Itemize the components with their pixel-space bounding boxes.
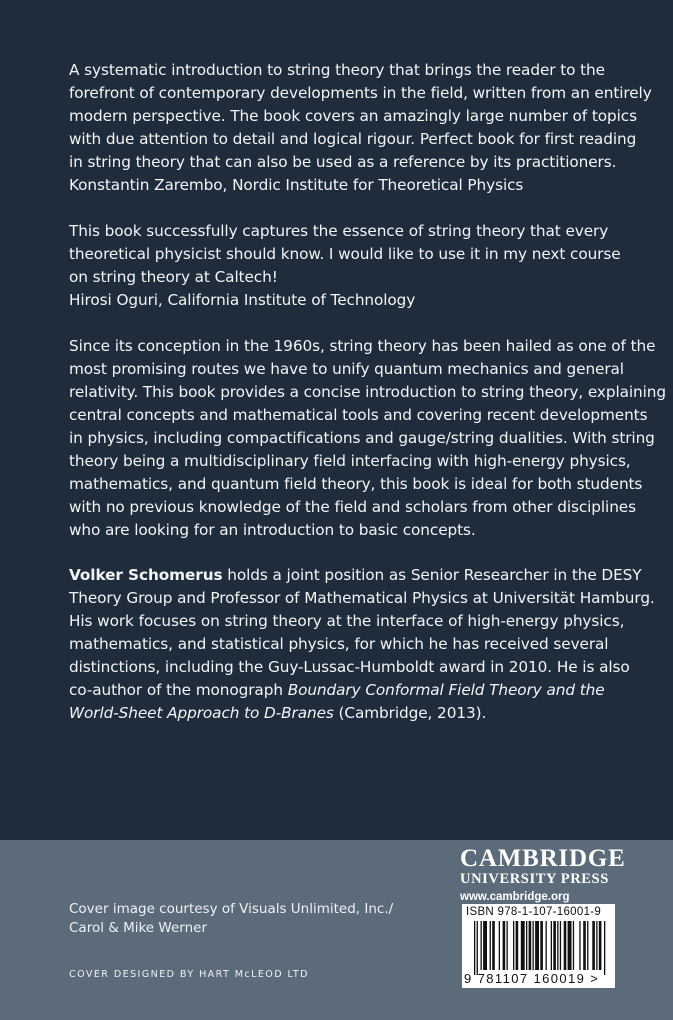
bio-line: mathematics, and statistical physics, for which he has received several: [69, 635, 609, 653]
barcode-bar: [490, 921, 491, 970]
barcode-bar: [573, 921, 574, 970]
bio-text: (Cambridge, 2013).: [333, 704, 487, 722]
barcode-bar: [546, 921, 547, 970]
barcode-bar: [529, 921, 532, 970]
bio-line: [69, 564, 642, 587]
barcode-bar: [564, 921, 567, 970]
publisher-subname: UNIVERSITY PRESS: [460, 871, 609, 887]
review-line: theoretical physicist should know. I would like to use it in my next course: [69, 245, 621, 263]
barcode-bar: [474, 921, 475, 975]
description-line: theory being a multidisciplinary field interfacing with high-energy physics,: [69, 452, 631, 470]
publisher-website: www.cambridge.org: [460, 891, 570, 903]
description-line: with no previous knowledge of the field and scholars from other disciplines: [69, 498, 636, 516]
barcode-bar: [521, 921, 525, 970]
monograph-title: Boundary Conformal Field Theory and the: [287, 681, 605, 699]
bio-line: His work focuses on string theory at the interface of high-energy physics,: [69, 612, 625, 630]
description-line: central concepts and mathematical tools and covering recent developments: [69, 406, 648, 424]
credit-line: Carol & Mike Werner: [69, 920, 207, 936]
description-line: in physics, including compactifications and gauge/string dualities. With string: [69, 429, 655, 447]
monograph-title: World-Sheet Approach to D-Branes: [69, 704, 334, 722]
review-attribution: Hirosi Oguri, California Institute of Technology: [69, 291, 416, 309]
barcode-bar: [483, 921, 487, 970]
credit-line: Cover image courtesy of Visuals Unlimited, Inc./: [69, 901, 394, 917]
review-line: with due attention to detail and logical rigour. Perfect book for first reading: [69, 130, 637, 148]
barcode-bar: [477, 921, 478, 975]
review-line: on string theory at Caltech!: [69, 268, 278, 286]
description-line: Since its conception in the 1960s, string theory has been hailed as one of the: [69, 337, 656, 355]
description-line: who are looking for an introduction to basic concepts.: [69, 521, 476, 539]
review-line: modern perspective. The book covers an amazingly large number of topics: [69, 107, 637, 125]
description-line: most promising routes we have to unify quantum mechanics and general: [69, 360, 624, 378]
book-description: [69, 335, 666, 542]
barcode-digits: 9 781107 160019 >: [464, 971, 600, 986]
review-line: forefront of contemporary developments in the field, written from an entirely: [69, 84, 652, 102]
review-line: This book successfully captures the essence of string theory that every: [69, 222, 609, 240]
publisher-logo: [460, 845, 626, 905]
barcode-bar: [557, 921, 558, 970]
description-line: mathematics, and quantum field theory, this book is ideal for both students: [69, 475, 643, 493]
isbn-barcode: [462, 904, 615, 988]
bio-line: distinctions, including the Guy-Lussac-Humboldt award in 2010. He is also: [69, 658, 630, 676]
barcode-bar: [551, 921, 552, 970]
bio-line: [69, 702, 589, 725]
cover-image-credit: [69, 900, 393, 938]
bio-line: Theory Group and Professor of Mathematical Physics at Universität Hamburg.: [69, 589, 655, 607]
review-attribution: Konstantin Zarembo, Nordic Institute for Theoretical Physics: [69, 176, 524, 194]
barcode-bar: [568, 921, 572, 970]
barcode-bar: [587, 921, 588, 970]
description-line: relativity. This book provides a concise introduction to string theory, explaining: [69, 383, 666, 401]
review-line: in string theory that can also be used as a reference by its practitioners.: [69, 153, 617, 171]
barcode-bar: [553, 921, 556, 970]
barcode-bar: [492, 921, 495, 970]
review-zarembo: [69, 59, 652, 197]
barcode-bar: [560, 921, 561, 970]
barcode-bar: [526, 921, 527, 970]
barcode-bar: [579, 921, 580, 970]
bio-line: [69, 679, 605, 702]
publisher-name: CAMBRIDGE: [460, 845, 626, 872]
barcode-bar: [516, 921, 519, 970]
barcode-bar: [596, 921, 597, 970]
barcode-bar: [533, 921, 534, 970]
cover-designer-credit: COVER DESIGNED BY HART McLEOD LTD: [69, 969, 309, 980]
barcode-bar: [513, 921, 514, 970]
barcode-bar: [599, 921, 602, 970]
barcode-bar: [583, 921, 586, 970]
review-line: A systematic introduction to string theory that brings the reader to the: [69, 61, 605, 79]
barcode-bar: [499, 921, 500, 970]
isbn-label: ISBN 978-1-107-16001-9: [466, 906, 602, 918]
barcode-bar: [540, 921, 543, 970]
barcode-bar: [481, 921, 482, 970]
barcode-bar: [507, 921, 508, 970]
author-name: Volker Schomerus: [69, 566, 223, 584]
barcode-bar: [604, 921, 605, 975]
author-bio: [69, 564, 655, 725]
barcode-bar: [535, 921, 539, 970]
review-oguri: [69, 220, 629, 312]
bio-text: holds a joint position as Senior Researcher in the DESY: [222, 566, 642, 584]
bio-text: co-author of the monograph: [69, 681, 288, 699]
barcode-bar: [503, 921, 506, 970]
barcode-bar: [592, 921, 595, 970]
